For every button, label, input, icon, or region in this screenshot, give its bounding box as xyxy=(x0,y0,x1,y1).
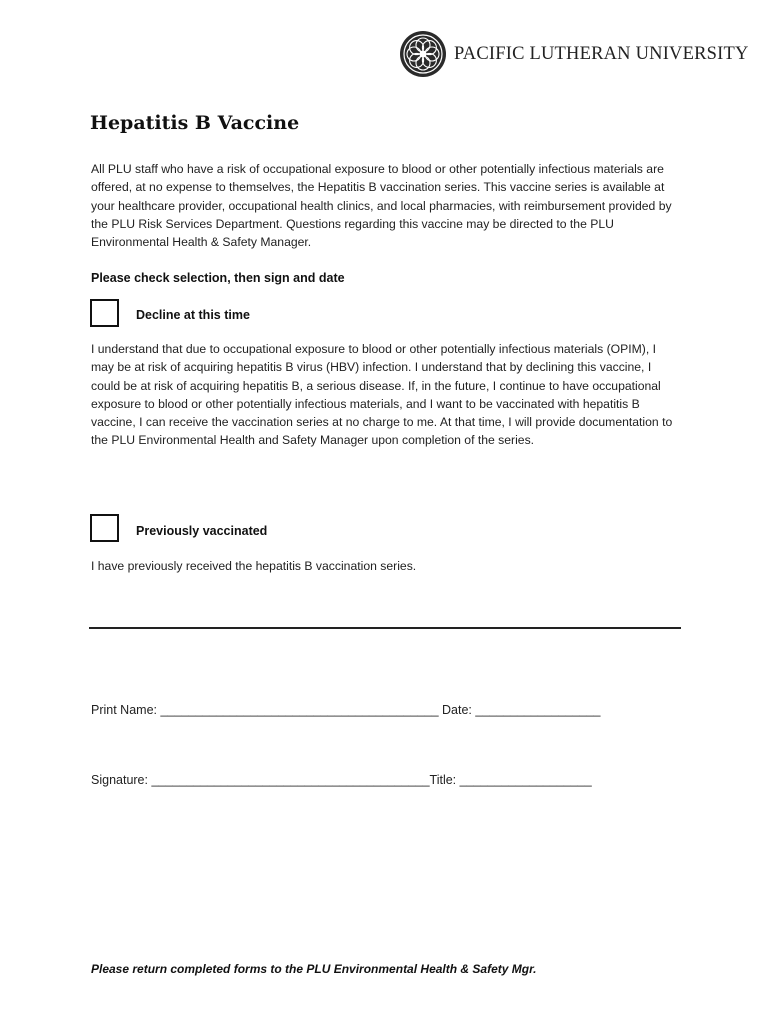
return-instructions: Please return completed forms to the PLU Environmental Health & Safety Mgr. xyxy=(91,962,537,976)
instruction-text: Please check selection, then sign and date xyxy=(91,271,345,285)
university-logo xyxy=(398,28,749,80)
decline-checkbox[interactable] xyxy=(90,299,119,327)
form-title: Hepatitis B Vaccine xyxy=(90,112,300,134)
decline-description: I understand that due to occupational exposure to blood or other potentially infectious materials (OPIM), I may be at risk of acquiring hepatitis B virus (HBV) infection. I understand that by declining this vaccine, I could be at risk of acquiring hepatitis B, a serious disease. If, in the future, I continue to have occupational exposure to blood or other potentially infectious materials, and I want to be vaccinated with hepatitis B vaccine, I can receive the vaccination series at no charge to me. At that time, I will provide documentation to the PLU Environmental Health and Safety Manager upon completion of the series. xyxy=(91,342,673,448)
previously-vaccinated-description: I have previously received the hepatitis B vaccination series. xyxy=(91,559,417,573)
section-divider xyxy=(89,627,681,629)
university-seal-icon xyxy=(398,29,448,79)
decline-label: Decline at this time xyxy=(136,308,250,322)
previously-vaccinated-checkbox[interactable] xyxy=(90,514,119,542)
previously-vaccinated-label: Previously vaccinated xyxy=(136,524,268,538)
university-name: PACIFIC LUTHERAN UNIVERSITY xyxy=(454,43,749,64)
signature-title-field[interactable]: Signature: ________________________________________Title: ___________________ xyxy=(91,773,592,787)
print-name-date-field[interactable]: Print Name: ________________________________________ Date: __________________ xyxy=(91,703,601,717)
intro-paragraph: All PLU staff who have a risk of occupational exposure to blood or other potentially infectious materials are offered, at no expense to themselves, the Hepatitis B vaccination series. This vaccine series is available at your healthcare provider, occupational health clinics, and local pharmacies, with reimbursement provided by the PLU Risk Services Department. Questions regarding this vaccine may be directed to the PLU Environmental Health & Safety Manager. xyxy=(91,162,672,250)
